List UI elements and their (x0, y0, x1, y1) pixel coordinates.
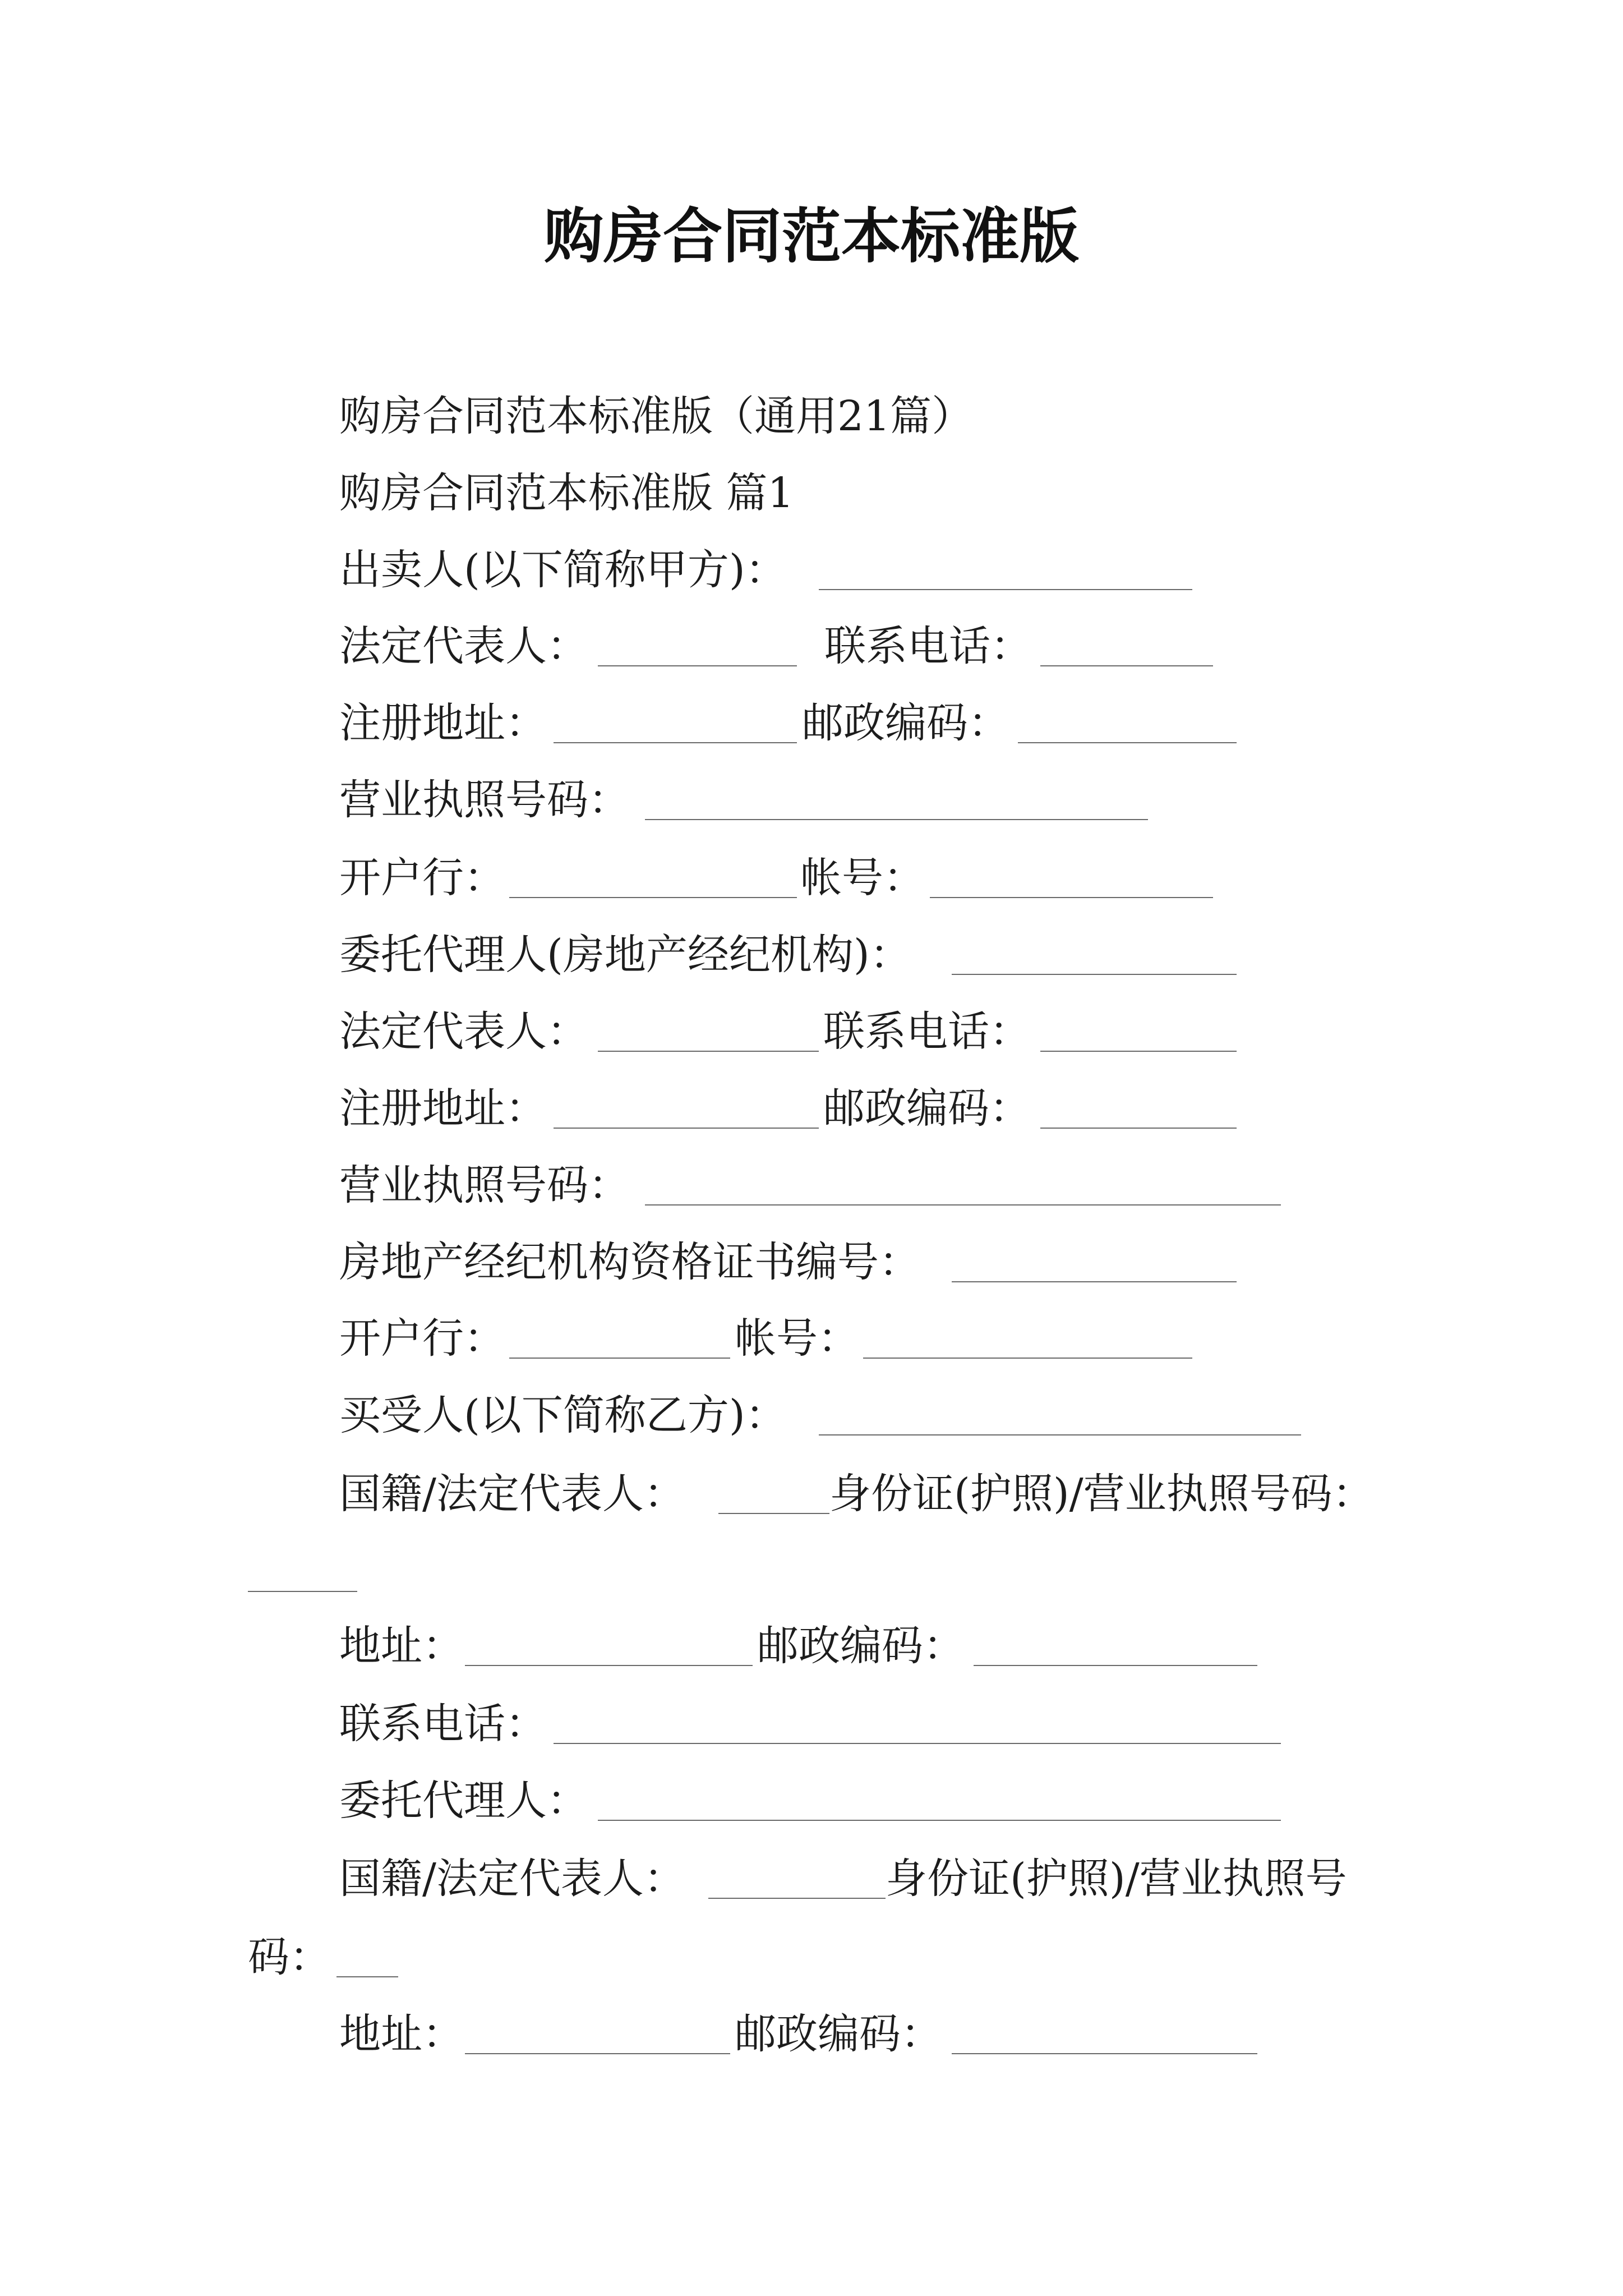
form-line-continuation (0, 1544, 1623, 1600)
blank-line (598, 1051, 819, 1052)
blank-line (598, 1820, 1281, 1821)
blank-line (952, 974, 1237, 975)
blank-line (952, 2053, 1257, 2054)
field-label: 国籍/法定代表人： (339, 1855, 685, 1903)
blank-line (1040, 665, 1213, 666)
field-label: 开户行： (339, 854, 505, 902)
field-label: 委托代理人： (339, 1777, 588, 1825)
form-line (0, 1851, 1623, 1907)
blank-line (336, 1976, 398, 1977)
blank-line (1018, 742, 1237, 743)
form-line (0, 1310, 1623, 1366)
field-label: 邮政编码： (757, 1622, 965, 1670)
field-label: 委托代理人(房地产经纪机构)： (339, 931, 911, 979)
form-line (0, 695, 1623, 751)
field-label: 买受人(以下简称乙方)： (339, 1391, 787, 1439)
form-line (0, 1618, 1623, 1674)
form-line (0, 850, 1623, 906)
form-line (0, 927, 1623, 983)
field-label: 法定代表人： (339, 1007, 588, 1056)
form-line (0, 772, 1623, 828)
form-line (0, 1466, 1623, 1522)
document-title: 购房合同范本标准版 (544, 201, 1079, 271)
form-line (0, 1004, 1623, 1060)
section-heading: 购房合同范本标准版 篇1 (339, 469, 794, 517)
form-line (0, 1696, 1623, 1752)
form-line (0, 1080, 1623, 1137)
blank-line (1040, 1051, 1237, 1052)
field-label: 邮政编码： (823, 1084, 1031, 1133)
document-heading-line (0, 388, 1623, 444)
form-line (0, 1773, 1623, 1829)
field-label: 出卖人(以下简称甲方)： (339, 546, 787, 594)
form-line (0, 1387, 1623, 1443)
field-label: 营业执照号码： (339, 1161, 630, 1209)
blank-line (708, 1898, 886, 1899)
form-line (0, 618, 1623, 674)
form-line (0, 1157, 1623, 1213)
blank-line (718, 1513, 829, 1514)
blank-line (465, 1665, 753, 1666)
blank-line (645, 1204, 1281, 1205)
form-line-continuation (0, 1929, 1623, 1985)
section-heading-line (0, 465, 1623, 521)
blank-line (509, 897, 797, 898)
blank-line (974, 1665, 1257, 1666)
field-label: 营业执照号码： (339, 776, 630, 824)
blank-line (554, 1743, 1281, 1744)
blank-line (554, 742, 797, 743)
blank-line (952, 1281, 1237, 1282)
field-label: 帐号： (800, 854, 925, 902)
blank-line (248, 1591, 357, 1592)
form-line (0, 542, 1623, 598)
field-label: 联系电话： (824, 622, 1032, 670)
blank-line (598, 665, 797, 666)
field-label: 国籍/法定代表人： (339, 1470, 685, 1518)
field-label: 地址： (339, 2010, 464, 2058)
blank-line (819, 589, 1192, 590)
blank-line (645, 819, 1148, 820)
blank-line (863, 1358, 1192, 1359)
field-label: 房地产经纪机构资格证书编号： (339, 1238, 920, 1286)
document-heading: 购房合同范本标准版（通用21篇） (339, 392, 974, 440)
field-label: 注册地址： (339, 1084, 547, 1133)
form-line (0, 1234, 1623, 1290)
field-label: 开户行： (339, 1314, 505, 1363)
blank-line (819, 1434, 1301, 1435)
field-label: 法定代表人： (339, 622, 588, 670)
form-line (0, 2006, 1623, 2062)
blank-line (554, 1128, 819, 1129)
field-label: 邮政编码： (735, 2010, 942, 2058)
field-label: 联系电话： (339, 1700, 547, 1748)
blank-line (1040, 1128, 1237, 1129)
field-label: 注册地址： (339, 699, 547, 747)
blank-line (509, 1358, 730, 1359)
field-label: 码： (248, 1933, 331, 1981)
field-label: 身份证(护照)/营业执照号 (886, 1855, 1347, 1903)
blank-line (465, 2053, 730, 2054)
field-label: 联系电话： (823, 1007, 1031, 1056)
blank-line (930, 897, 1213, 898)
field-label: 邮政编码： (802, 699, 1009, 747)
field-label: 地址： (339, 1622, 464, 1670)
field-label: 帐号： (735, 1314, 859, 1363)
field-label: 身份证(护照)/营业执照号码： (829, 1470, 1374, 1518)
